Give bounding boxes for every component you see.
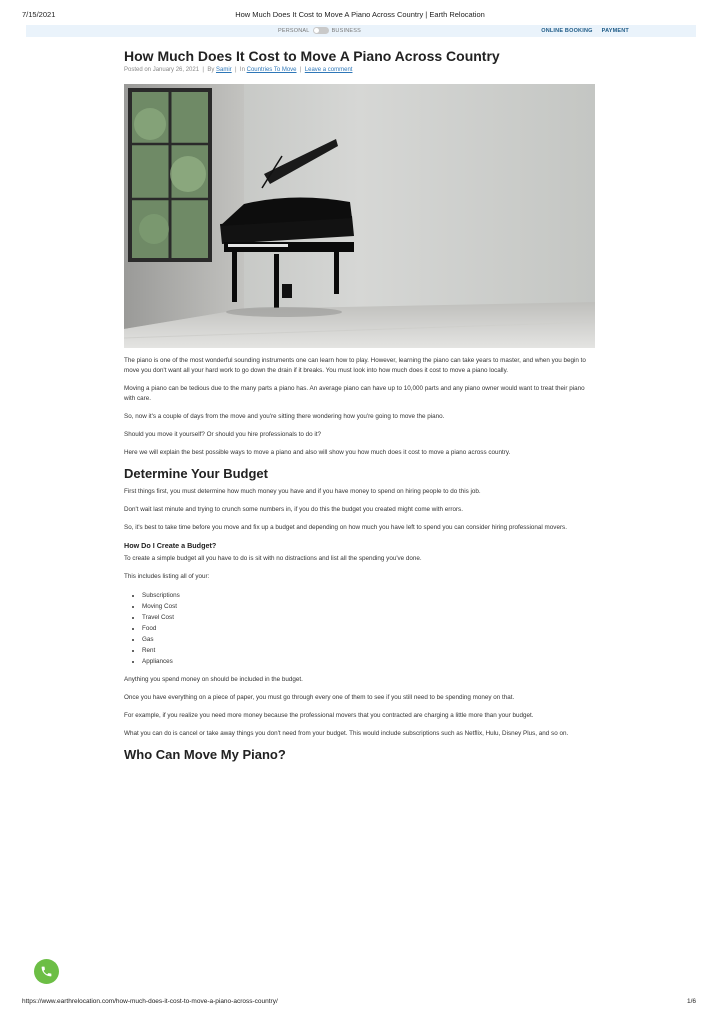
intro-paragraph: Moving a piano can be tedious due to the many parts a piano has. An average piano can have up to 10,000 parts and any piano owner would want to treat their piano with care.: [124, 385, 585, 402]
phone-icon: [40, 965, 53, 978]
paragraph: Don't wait last minute and trying to crunch some numbers in, if you do this the budget you created might come with errors.: [124, 506, 463, 513]
paragraph: For example, if you realize you need more money because the professional movers that you contracted are charging a little more than your budget.: [124, 712, 534, 719]
meta-separator: |: [299, 67, 302, 73]
paragraph: So, it's best to take time before you move and fix up a budget and depending on how much you have left to spend you can consider hiring professional movers.: [124, 524, 567, 531]
print-date: 7/15/2021: [22, 10, 56, 19]
personal-label: PERSONAL: [278, 27, 310, 34]
author-link[interactable]: Samir: [216, 67, 232, 73]
print-header: [0, 10, 720, 22]
heading-create-budget: How Do I Create a Budget?: [124, 541, 217, 550]
list-item: • Appliances: [142, 656, 596, 667]
print-url: https://www.earthrelocation.com/how-much-does-it-cost-to-move-a-piano-across-country/: [22, 998, 278, 1005]
list-item: • Moving Cost: [142, 601, 596, 612]
paragraph: Anything you spend money on should be included in the budget.: [124, 676, 303, 683]
print-page-title: How Much Does It Cost to Move A Piano Across Country | Earth Relocation: [235, 10, 485, 19]
intro-paragraph: The piano is one of the most wonderful sounding instruments one can learn how to play. However, learning the piano can take years to master, and when you begin to move you don't want all your hard work to go down the drain if it breaks. You must look into how much does it cost to move a piano locally.: [124, 357, 586, 374]
meta-separator: |: [202, 67, 204, 73]
print-page-number: 1/6: [686, 998, 696, 1005]
list-item: • Gas: [142, 634, 596, 645]
intro-paragraph: Should you move it yourself? Or should you hire professionals to do it?: [124, 431, 322, 438]
category-link[interactable]: Countries To Move: [246, 67, 297, 73]
online-booking-link[interactable]: ONLINE BOOKING: [541, 28, 593, 34]
top-bar: [26, 25, 696, 37]
list-item: • Rent: [142, 645, 596, 656]
business-label: BUSINESS: [331, 27, 361, 34]
toggle-switch[interactable]: [313, 27, 329, 34]
meta-separator: |: [235, 67, 237, 73]
toggle-knob: [314, 28, 319, 33]
leave-comment-link[interactable]: Leave a comment: [304, 67, 353, 73]
list-item: • Travel Cost: [142, 612, 596, 623]
personal-business-switch[interactable]: [278, 27, 361, 34]
list-item: • Food: [142, 623, 596, 634]
call-button[interactable]: [34, 959, 59, 984]
heading-who-can-move: Who Can Move My Piano?: [124, 747, 286, 762]
paragraph: What you can do is cancel or take away things you don't need from your budget. This would include subscriptions such as Netflix, Hulu, Disney Plus, and so on.: [124, 730, 569, 737]
intro-paragraph: Here we will explain the best possible ways to move a piano and also will show you how much does it cost to move a piano across country.: [124, 449, 511, 456]
paragraph: First things first, you must determine how much money you have and if you have money to spend on hiring people to do this job.: [124, 488, 481, 495]
hero-image-piano: [124, 84, 595, 348]
post-date: Posted on January 26, 2021: [124, 67, 200, 73]
post-meta: [124, 67, 596, 76]
heading-determine-budget: Determine Your Budget: [124, 466, 268, 481]
by-label: By: [207, 67, 215, 73]
spending-list: [142, 590, 596, 667]
post-title: How Much Does It Cost to Move A Piano Across Country: [124, 48, 500, 64]
paragraph: This includes listing all of your:: [124, 573, 210, 580]
in-label: In: [239, 67, 245, 73]
intro-paragraph: So, now it's a couple of days from the move and you're sitting there wondering how you're going to move the piano.: [124, 413, 445, 420]
article-header: [124, 48, 596, 76]
piano-room-illustration: [124, 84, 595, 348]
paragraph: Once you have everything on a piece of paper, you must go through every one of them to see if you still need to be spending money on that.: [124, 694, 515, 701]
top-nav: [541, 28, 629, 34]
list-item: • Subscriptions: [142, 590, 596, 601]
payment-link[interactable]: PAYMENT: [601, 28, 629, 34]
paragraph: To create a simple budget all you have to do is sit with no distractions and list all the spending you've done.: [124, 555, 422, 562]
article-body: [124, 356, 596, 768]
